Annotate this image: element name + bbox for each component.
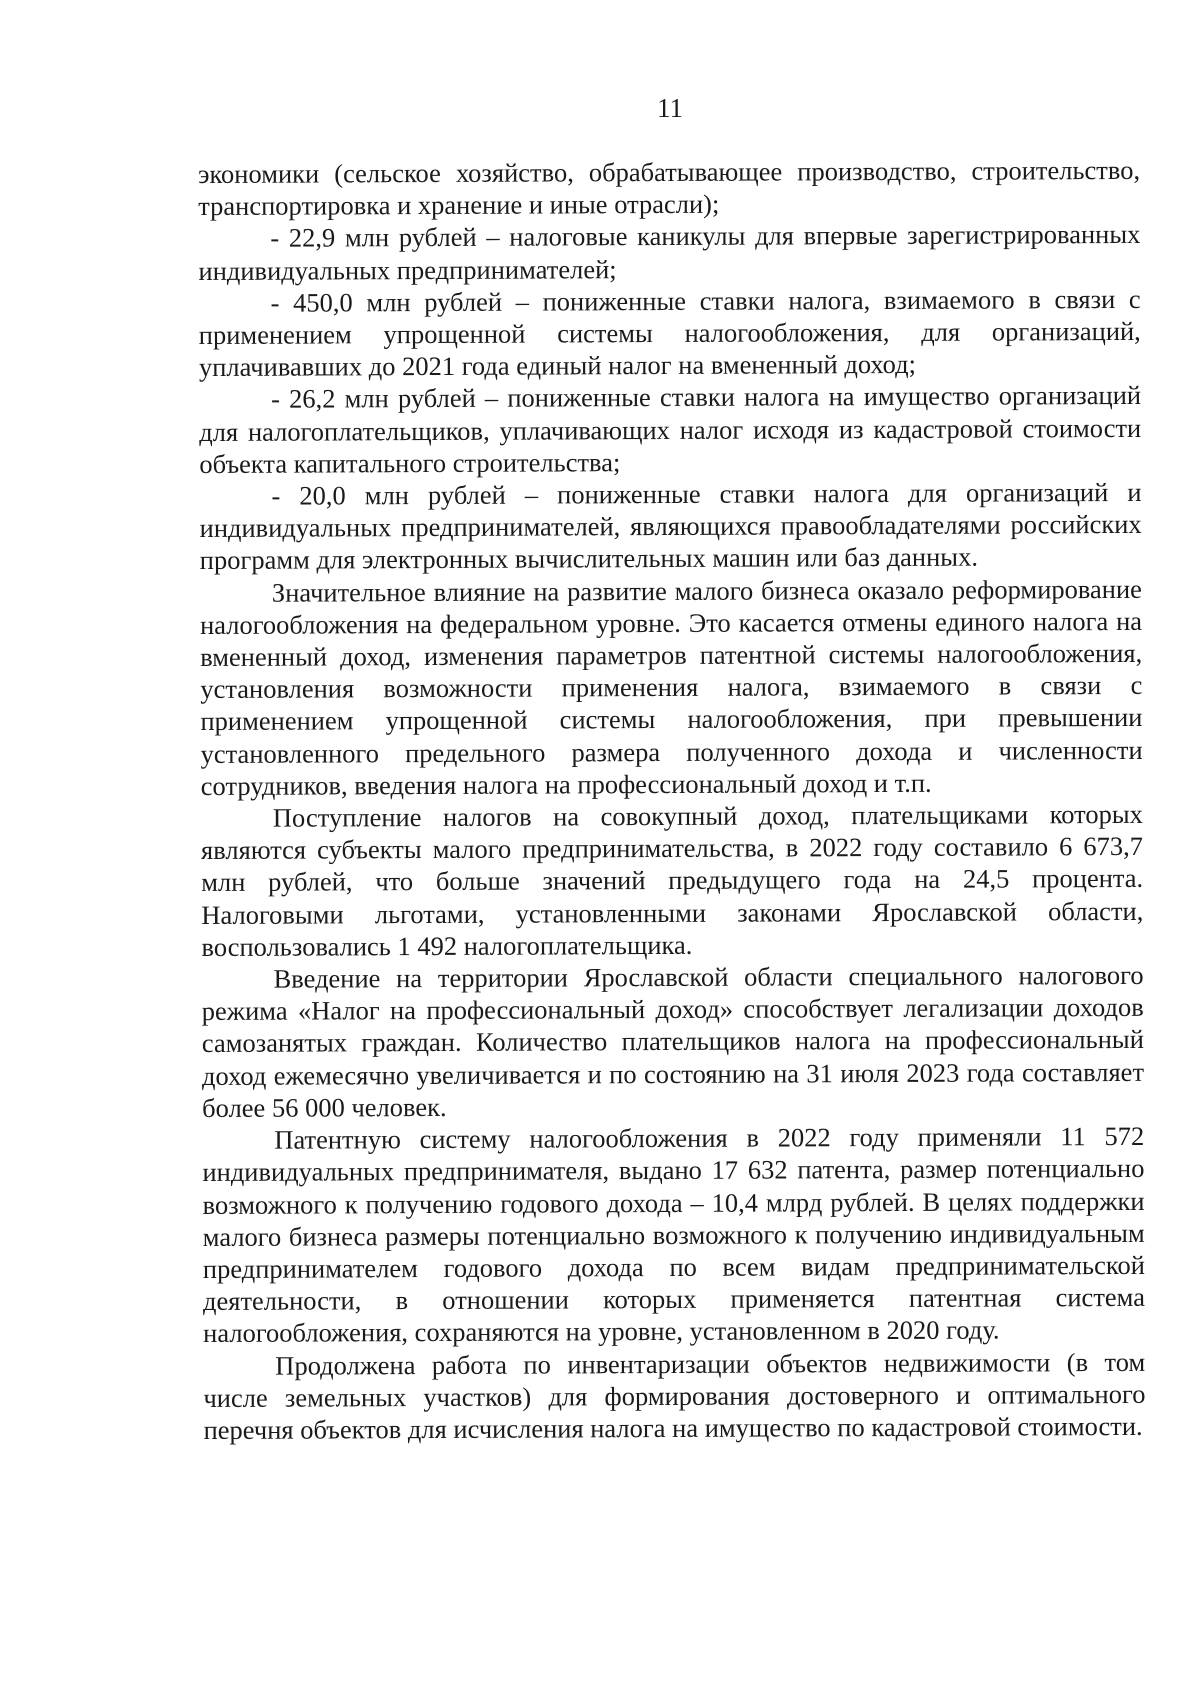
paragraph-patent-system: Патентную систему налогообложения в 2022 году применяли 11 572 индивидуальных предпринимателя, выдано 17 632 патента, размер потенциально возможного к получению годового дохода – 10,4 млрд рублей. В целях поддержки малого бизнеса размеры потенциально возможного к получению индивидуальным предпринимателем годового дохода по всем видам предпринимательской деятельности, в отношении которых применяется патентная система налогообложения, сохраняются на уровне, установленном в 2020 году. <box>202 1120 1146 1349</box>
paragraph-software-tax-rates: - 20,0 млн рублей – пониженные ставки налога для организаций и индивидуальных предпринимателей, являющихся правообладателями российских программ для электронных вычислительных машин или баз данных. <box>199 476 1142 576</box>
paragraph-property-tax-rates: - 26,2 млн рублей – пониженные ставки налога на имущество организаций для налогоплательщиков, уплачивающих налог исходя из кадастровой стоимости объекта капитального строительства; <box>199 380 1142 479</box>
paragraph-professional-income-tax: Введение на территории Ярославской области специального налогового режима «Налог на профессиональный доход» способствует легализации доходов самозанятых граждан. Количество плательщиков налога на профессиональный доход ежемесячно увеличивается и по состоянию на 31 июля 2023 года составляет более 56 000 человек. <box>201 959 1145 1123</box>
paragraph-tax-revenue: Поступление налогов на совокупный доход, плательщиками которых являются субъекты малого предпринимательства, в 2022 году составило 6 673,7 млн рублей, что больше значений предыдущего года на 24,5 процента. Налоговыми льготами, установленными законами Ярославской области, воспользовались 1 492 налогоплательщика. <box>200 798 1144 962</box>
document-body <box>198 154 1146 1446</box>
paragraph-tax-holidays: - 22,9 млн рублей – налоговые каникулы для впервые зарегистрированных индивидуальных предпринимателей; <box>198 219 1141 286</box>
paragraph-property-inventory: Продолжена работа по инвентаризации объектов недвижимости (в том числе земельных участков) для формирования достоверного и оптимального перечня объектов для исчисления налога на имущество по кадастровой стоимости. <box>203 1346 1146 1445</box>
page-number: 11 <box>657 93 683 123</box>
paragraph-federal-reform: Значительное влияние на развитие малого бизнеса оказало реформирование налогообложения на федеральном уровне. Это касается отмены единого налога на вмененный доход, изменения параметров патентной системы налогообложения, установления возможности применения налога, взимаемого в связи с применением упрощенной системы налогообложения, при превышении установленного предельного размера полученного дохода и численности сотрудников, введения налога на профессиональный доход и т.п. <box>199 573 1143 801</box>
paragraph-economy-sectors: экономики (сельское хозяйство, обрабатывающее производство, строительство, транспортировка и хранение и иные отрасли); <box>198 154 1141 222</box>
paragraph-simplified-tax-rates: - 450,0 млн рублей – пониженные ставки налога, взимаемого в связи с применением упрощенной системы налогообложения, для организаций, уплачивавших до 2021 года единый налог на вмененный доход; <box>198 283 1141 383</box>
